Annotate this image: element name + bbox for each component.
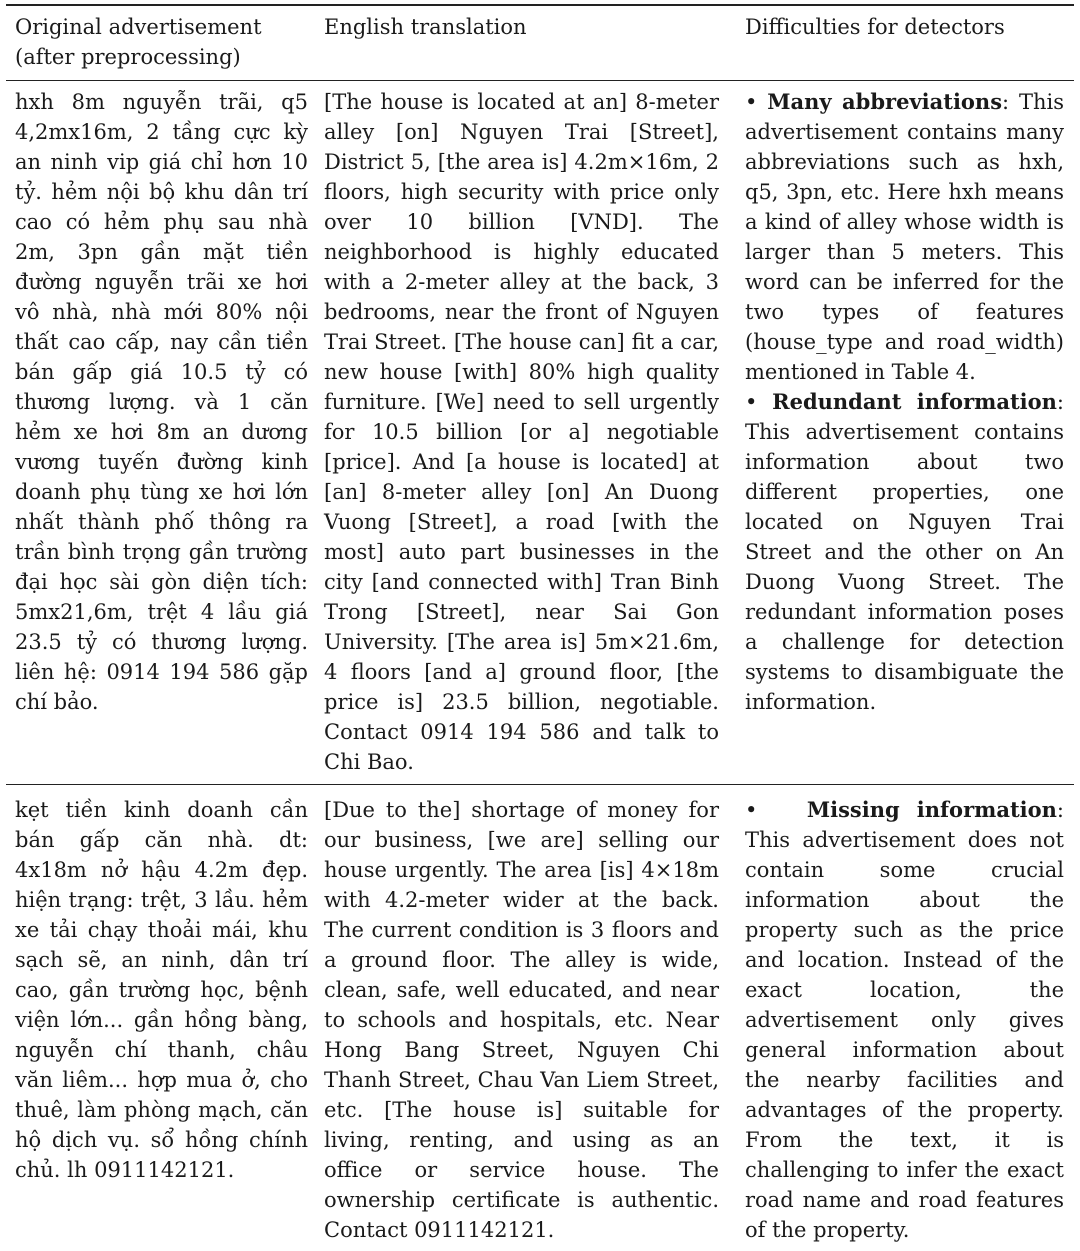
table-row <box>6 81 1074 784</box>
difficulty-text: : This advertisement contains many abbreviations such as hxh, q5, 3pn, etc. Here hxh means a kind of alley whose width is larger than 5 meters. This word can be inferred for the two types of features (house_type and road_width) mentioned in Table 4. <box>745 90 1064 384</box>
difficulties-cell <box>745 785 1064 1251</box>
header-difficulties: Difficulties for detectors <box>745 15 1005 39</box>
bullet-marker: • <box>745 798 758 822</box>
difficulty-text: : This advertisement contains information about two different properties, one located on Nguyen Trai Street and the other on An Duong Vuong Street. The redundant information poses a challenge for detection systems to disambiguate the information. <box>745 390 1064 714</box>
difficulty-title: Redundant information <box>772 389 1057 414</box>
difficulty-text: : This advertisement does not contain some crucial information about the property such as the price and location. Instead of the exact location, the advertisement only gives general information about the nearby facilities and advantages of the property. From the text, it is challenging to infer the exact road name and road features of the property. <box>745 798 1064 1242</box>
difficulty-item <box>745 87 1064 387</box>
bullet-marker: • <box>745 390 758 414</box>
english-translation-text: [Due to the] shortage of money for our business, [we are] selling our house urgently. The area [is] 4×18m with 4.2-meter wider at the back. The current condition is 3 floors and a ground floor. The alley is wide, clean, safe, well educated, and near to schools and hospitals, etc. Near Hong Bang Street, Nguyen Chi Thanh Street, Chau Van Liem Street, etc. [The house is] suitable for living, renting, and using as an office or service house. The ownership certificate is authentic. Contact 0911142121. <box>324 798 719 1242</box>
table-header-row <box>6 6 1074 80</box>
header-original-advertisement: Original advertisement (after preprocessing) <box>15 15 262 69</box>
comparison-table <box>6 4 1074 1251</box>
difficulty-title: Many abbreviations <box>767 89 1003 114</box>
difficulty-title: Missing information <box>806 797 1057 822</box>
header-english-translation: English translation <box>324 15 527 39</box>
table-row <box>6 785 1074 1251</box>
difficulty-item <box>745 387 1064 717</box>
english-translation-text: [The house is located at an] 8-meter alley [on] Nguyen Trai [Street], District 5, [the area is] 4.2m×16m, 2 floors, high security with price only over 10 billion [VND]. The neighborhood is highly educated with a 2-meter alley at the back, 3 bedrooms, near the front of Nguyen Trai Street. [The house can] fit a car, new house [with] 80% high quality furniture. [We] need to sell urgently for 10.5 billion [or a] negotiable [price]. And [a house is located] at [an] 8-meter alley [on] An Duong Vuong [Street], a road [with the most] auto part businesses in the city [and connected with] Tran Binh Trong [Street], near Sai Gon University. [The area is] 5m×21.6m, 4 floors [and a] ground floor, [the price is] 23.5 billion, negotiable. Contact 0914 194 586 and talk to Chi Bao. <box>324 90 719 774</box>
bullet-marker: • <box>745 90 758 114</box>
difficulty-item <box>745 795 1064 1245</box>
original-advertisement-text: kẹt tiền kinh doanh cần bán gấp căn nhà. dt: 4x18m nở hậu 4.2m đẹp. hiện trạng: trệt, 3 lầu. hẻm xe tải chạy thoải mái, khu sạch sẽ, an ninh, dân trí cao, gần trường học, bệnh viện lớn... gần hồng bàng, nguyễn chí thanh, châu văn liêm... hợp mua ở, cho thuê, làm phòng mạch, căn hộ dịch vụ. sổ hồng chính chủ. lh 0911142121. <box>15 798 308 1182</box>
difficulties-cell <box>745 81 1064 784</box>
original-advertisement-text: hxh 8m nguyễn trãi, q5 4,2mx16m, 2 tầng cực kỳ an ninh vip giá chỉ hơn 10 tỷ. hẻm nội bộ khu dân trí cao có hẻm phụ sau nhà 2m, 3pn gần mặt tiền đường nguyễn trãi xe hơi vô nhà, nhà mới 80% nội thất cao cấp, nay cần tiền bán gấp giá 10.5 tỷ có thương lượng. và 1 căn hẻm xe hơi 8m an dương vương tuyến đường kinh doanh phụ tùng xe hơi lớn nhất thành phố thông ra trần bình trọng gần trường đại học sài gòn diện tích: 5mx21,6m, trệt 4 lầu giá 23.5 tỷ có thương lượng. liên hệ: 0914 194 586 gặp chí bảo. <box>15 90 308 714</box>
